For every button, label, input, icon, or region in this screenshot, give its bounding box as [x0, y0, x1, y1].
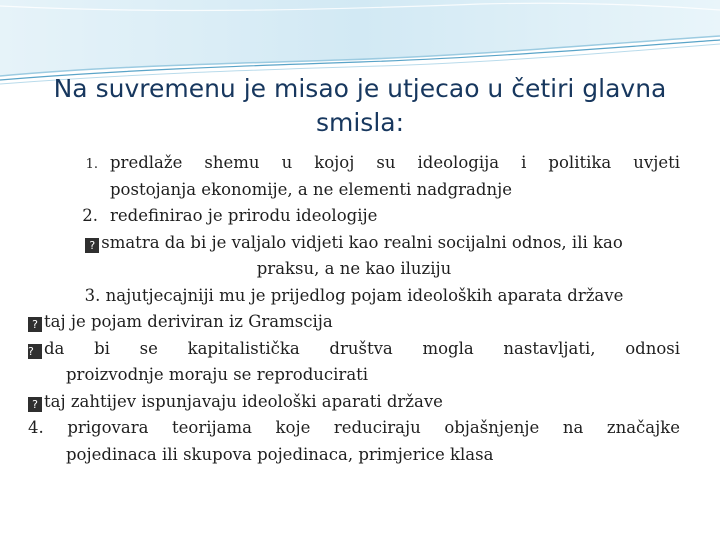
list-item-4: 4. prigovara teorijama koje reduciraju objašnjenje na značajke: [28, 418, 680, 437]
list-number-1: 1.: [85, 157, 98, 172]
sub-bullet-1: [28, 230, 680, 257]
sub-bullet-2-line-1: taj je pojam deriviran iz Gramscija: [44, 312, 333, 331]
bullet-icon: ?: [28, 317, 42, 332]
list-number-2: 2.: [82, 206, 98, 225]
list-item-2-line-1: redefinirao je prirodu ideologije: [110, 206, 378, 225]
sub-bullet-3-line-2: proizvodnje moraju se reproducirati: [66, 365, 369, 384]
slide-body: [28, 150, 680, 468]
list-item-1-line-2: postojanja ekonomije, a ne elementi nadgradnje: [110, 179, 512, 199]
sub-bullet-4: [28, 389, 680, 416]
sub-bullet-4-line-1: taj zahtijev ispunjavaju ideološki aparati države: [44, 391, 443, 411]
list-item-1: [28, 150, 680, 203]
slide-title: Na suvremenu je misao je utjecao u četiri glavna smisla:: [53, 74, 667, 137]
bullet-icon: ?: [85, 238, 99, 253]
sub-bullet-1-line-1: smatra da bi je valjalo vidjeti kao realni socijalni odnos, ili kao: [101, 232, 623, 252]
bullet-icon: ?: [28, 397, 42, 412]
sub-bullet-3-line-1: da bi se kapitalistička društva mogla nastavljati, odnosi: [44, 338, 680, 358]
list-item-2: [28, 203, 680, 230]
sub-bullet-3: [28, 336, 680, 363]
list-item-3: 3. najutjecajniji mu je prijedlog pojam ideoloških aparata države: [84, 285, 624, 305]
bullet-icon: ?: [28, 344, 42, 359]
list-item-4-line-2: pojedinaca ili skupova pojedinaca, primjerice klasa: [66, 444, 494, 464]
sub-bullet-2: [28, 309, 680, 336]
list-item-1-line-1: predlaže shemu u kojoj su ideologija i politika uvjeti: [110, 153, 680, 172]
sub-bullet-1-line-2: praksu, a ne kao iluziju: [256, 259, 452, 278]
